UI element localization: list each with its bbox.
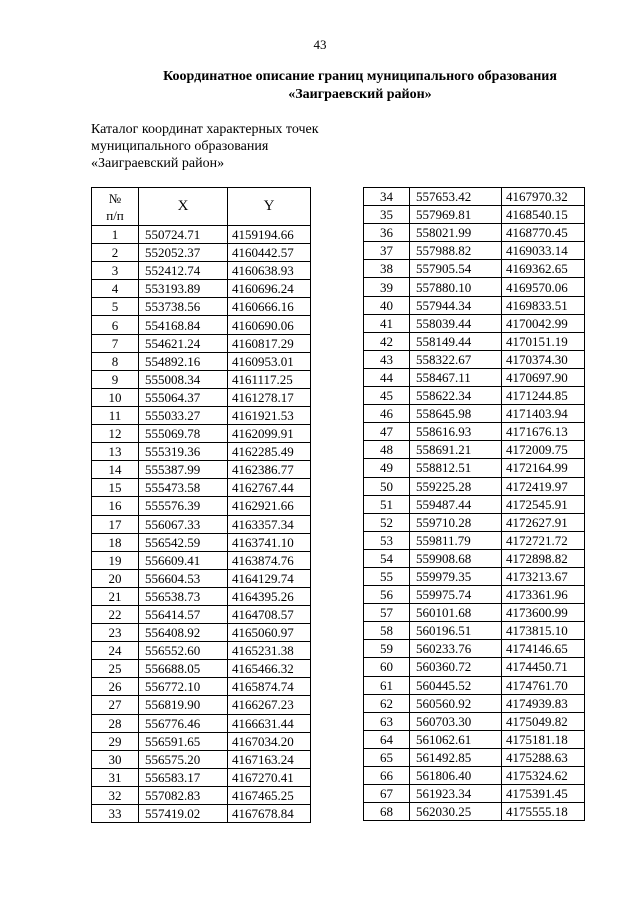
x-coordinate: 558467.11	[410, 368, 502, 386]
table-row	[364, 441, 585, 459]
y-coordinate: 4161278.17	[228, 388, 311, 406]
x-coordinate: 558691.21	[410, 441, 502, 459]
y-coordinate: 4161117.25	[228, 370, 311, 388]
x-coordinate: 556772.10	[139, 678, 228, 696]
table-row	[92, 497, 311, 515]
point-number: 20	[92, 569, 139, 587]
table-row	[92, 660, 311, 678]
x-coordinate: 559811.79	[410, 531, 502, 549]
y-coordinate: 4160690.06	[228, 316, 311, 334]
x-coordinate: 557082.83	[139, 786, 228, 804]
table-row	[92, 298, 311, 316]
y-coordinate: 4170042.99	[502, 314, 585, 332]
point-number: 29	[92, 732, 139, 750]
y-coordinate: 4169033.14	[502, 242, 585, 260]
x-coordinate: 553738.56	[139, 298, 228, 316]
x-coordinate: 561492.85	[410, 748, 502, 766]
table-row	[364, 350, 585, 368]
y-coordinate: 4168540.15	[502, 206, 585, 224]
header-y: Y	[228, 188, 311, 226]
x-coordinate: 556408.92	[139, 624, 228, 642]
table-row	[92, 750, 311, 768]
point-number: 23	[92, 624, 139, 642]
table-row	[364, 567, 585, 585]
x-coordinate: 560196.51	[410, 622, 502, 640]
y-coordinate: 4160666.16	[228, 298, 311, 316]
y-coordinate: 4170374.30	[502, 350, 585, 368]
x-coordinate: 555069.78	[139, 425, 228, 443]
y-coordinate: 4169570.06	[502, 278, 585, 296]
y-coordinate: 4173361.96	[502, 586, 585, 604]
table-row	[364, 477, 585, 495]
y-coordinate: 4165060.97	[228, 624, 311, 642]
table-row	[92, 624, 311, 642]
x-coordinate: 557905.54	[410, 260, 502, 278]
table-row	[364, 314, 585, 332]
x-coordinate: 556776.46	[139, 714, 228, 732]
title-line-2: «Заиграевский район»	[288, 87, 432, 102]
x-coordinate: 560233.76	[410, 640, 502, 658]
table-row	[364, 676, 585, 694]
x-coordinate: 559979.35	[410, 567, 502, 585]
x-coordinate: 557944.34	[410, 296, 502, 314]
table-row	[364, 640, 585, 658]
table-row	[364, 549, 585, 567]
point-number: 8	[92, 352, 139, 370]
y-coordinate: 4171244.85	[502, 387, 585, 405]
x-coordinate: 555473.58	[139, 479, 228, 497]
point-number: 34	[364, 188, 410, 206]
table-row	[92, 533, 311, 551]
x-coordinate: 558812.51	[410, 459, 502, 477]
point-number: 66	[364, 767, 410, 785]
x-coordinate: 560360.72	[410, 658, 502, 676]
table-row	[364, 658, 585, 676]
y-coordinate: 4167465.25	[228, 786, 311, 804]
point-number: 36	[364, 224, 410, 242]
y-coordinate: 4160696.24	[228, 280, 311, 298]
x-coordinate: 556604.53	[139, 569, 228, 587]
point-number: 28	[92, 714, 139, 732]
y-coordinate: 4163741.10	[228, 533, 311, 551]
y-coordinate: 4173213.67	[502, 567, 585, 585]
y-coordinate: 4162285.49	[228, 443, 311, 461]
y-coordinate: 4167270.41	[228, 768, 311, 786]
table-row	[92, 569, 311, 587]
x-coordinate: 557419.02	[139, 805, 228, 823]
point-number: 42	[364, 332, 410, 350]
table-row	[92, 696, 311, 714]
point-number: 33	[92, 805, 139, 823]
x-coordinate: 558039.44	[410, 314, 502, 332]
x-coordinate: 561062.61	[410, 730, 502, 748]
table-row	[92, 280, 311, 298]
x-coordinate: 560703.30	[410, 712, 502, 730]
table-row	[364, 513, 585, 531]
y-coordinate: 4166267.23	[228, 696, 311, 714]
point-number: 60	[364, 658, 410, 676]
table-row	[364, 712, 585, 730]
point-number: 50	[364, 477, 410, 495]
point-number: 12	[92, 425, 139, 443]
table-row	[92, 786, 311, 804]
y-coordinate: 4172627.91	[502, 513, 585, 531]
y-coordinate: 4170151.19	[502, 332, 585, 350]
table-row	[364, 694, 585, 712]
x-coordinate: 558622.34	[410, 387, 502, 405]
y-coordinate: 4167678.84	[228, 805, 311, 823]
y-coordinate: 4170697.90	[502, 368, 585, 386]
table-row	[364, 785, 585, 803]
catalog-line-3: «Заиграевский район»	[91, 156, 225, 171]
point-number: 44	[364, 368, 410, 386]
table-row	[364, 368, 585, 386]
x-coordinate: 558021.99	[410, 224, 502, 242]
point-number: 39	[364, 278, 410, 296]
y-coordinate: 4175181.18	[502, 730, 585, 748]
y-coordinate: 4165466.32	[228, 660, 311, 678]
table-row	[364, 224, 585, 242]
x-coordinate: 554621.24	[139, 334, 228, 352]
point-number: 25	[92, 660, 139, 678]
page-number: 43	[313, 37, 327, 52]
point-number: 22	[92, 605, 139, 623]
point-number: 1	[92, 226, 139, 244]
table-row	[364, 278, 585, 296]
y-coordinate: 4175324.62	[502, 767, 585, 785]
table-row	[364, 423, 585, 441]
point-number: 2	[92, 244, 139, 262]
point-number: 15	[92, 479, 139, 497]
table-row	[364, 332, 585, 350]
title-line-1: Координатное описание границ муниципального образования	[163, 69, 557, 84]
point-number: 40	[364, 296, 410, 314]
x-coordinate: 557880.10	[410, 278, 502, 296]
point-number: 37	[364, 242, 410, 260]
table-row	[92, 334, 311, 352]
point-number: 47	[364, 423, 410, 441]
point-number: 63	[364, 712, 410, 730]
table-row	[92, 388, 311, 406]
y-coordinate: 4175391.45	[502, 785, 585, 803]
table-body-right	[364, 188, 585, 821]
y-coordinate: 4174146.65	[502, 640, 585, 658]
header-x: X	[139, 188, 228, 226]
y-coordinate: 4174939.83	[502, 694, 585, 712]
point-number: 55	[364, 567, 410, 585]
x-coordinate: 555064.37	[139, 388, 228, 406]
point-number: 19	[92, 551, 139, 569]
x-coordinate: 558322.67	[410, 350, 502, 368]
point-number: 14	[92, 461, 139, 479]
header-number-abbrev: п/п	[106, 207, 124, 223]
table-row	[364, 586, 585, 604]
y-coordinate: 4167034.20	[228, 732, 311, 750]
y-coordinate: 4161921.53	[228, 406, 311, 424]
y-coordinate: 4172721.72	[502, 531, 585, 549]
y-coordinate: 4162921.66	[228, 497, 311, 515]
point-number: 11	[92, 406, 139, 424]
point-number: 57	[364, 604, 410, 622]
table-row	[92, 370, 311, 388]
y-coordinate: 4172164.99	[502, 459, 585, 477]
point-number: 65	[364, 748, 410, 766]
table-row	[364, 405, 585, 423]
point-number: 45	[364, 387, 410, 405]
y-coordinate: 4169362.65	[502, 260, 585, 278]
table-row	[92, 714, 311, 732]
point-number: 32	[92, 786, 139, 804]
y-coordinate: 4163357.34	[228, 515, 311, 533]
y-coordinate: 4172419.97	[502, 477, 585, 495]
point-number: 5	[92, 298, 139, 316]
point-number: 24	[92, 642, 139, 660]
table-row	[364, 242, 585, 260]
x-coordinate: 558149.44	[410, 332, 502, 350]
x-coordinate: 559908.68	[410, 549, 502, 567]
x-coordinate: 559487.44	[410, 495, 502, 513]
point-number: 58	[364, 622, 410, 640]
table-row	[92, 226, 311, 244]
table-row	[92, 425, 311, 443]
y-coordinate: 4160442.57	[228, 244, 311, 262]
x-coordinate: 561806.40	[410, 767, 502, 785]
point-number: 27	[92, 696, 139, 714]
x-coordinate: 560560.92	[410, 694, 502, 712]
header-number	[92, 188, 139, 226]
table-row	[364, 748, 585, 766]
point-number: 18	[92, 533, 139, 551]
table-row	[364, 387, 585, 405]
x-coordinate: 556819.90	[139, 696, 228, 714]
x-coordinate: 556538.73	[139, 587, 228, 605]
x-coordinate: 562030.25	[410, 803, 502, 821]
x-coordinate: 556067.33	[139, 515, 228, 533]
point-number: 53	[364, 531, 410, 549]
table-row	[92, 352, 311, 370]
table-row	[364, 604, 585, 622]
y-coordinate: 4164395.26	[228, 587, 311, 605]
y-coordinate: 4160817.29	[228, 334, 311, 352]
x-coordinate: 556414.57	[139, 605, 228, 623]
y-coordinate: 4166631.44	[228, 714, 311, 732]
x-coordinate: 554892.16	[139, 352, 228, 370]
x-coordinate: 555576.39	[139, 497, 228, 515]
x-coordinate: 558645.98	[410, 405, 502, 423]
y-coordinate: 4174761.70	[502, 676, 585, 694]
x-coordinate: 556688.05	[139, 660, 228, 678]
y-coordinate: 4159194.66	[228, 226, 311, 244]
point-number: 68	[364, 803, 410, 821]
table-row	[364, 730, 585, 748]
x-coordinate: 558616.93	[410, 423, 502, 441]
page-title	[120, 68, 600, 104]
point-number: 62	[364, 694, 410, 712]
x-coordinate: 552052.37	[139, 244, 228, 262]
point-number: 35	[364, 206, 410, 224]
y-coordinate: 4163874.76	[228, 551, 311, 569]
point-number: 30	[92, 750, 139, 768]
x-coordinate: 550724.71	[139, 226, 228, 244]
table-row	[364, 767, 585, 785]
point-number: 67	[364, 785, 410, 803]
header-number-symbol: №	[108, 190, 122, 206]
y-coordinate: 4173600.99	[502, 604, 585, 622]
x-coordinate: 554168.84	[139, 316, 228, 334]
x-coordinate: 555319.36	[139, 443, 228, 461]
table-row	[364, 260, 585, 278]
y-coordinate: 4171403.94	[502, 405, 585, 423]
y-coordinate: 4162386.77	[228, 461, 311, 479]
table-row	[92, 406, 311, 424]
table-row	[92, 605, 311, 623]
y-coordinate: 4172545.91	[502, 495, 585, 513]
x-coordinate: 557653.42	[410, 188, 502, 206]
x-coordinate: 556552.60	[139, 642, 228, 660]
x-coordinate: 556591.65	[139, 732, 228, 750]
y-coordinate: 4175049.82	[502, 712, 585, 730]
y-coordinate: 4165231.38	[228, 642, 311, 660]
table-row	[92, 443, 311, 461]
x-coordinate: 552412.74	[139, 262, 228, 280]
point-number: 61	[364, 676, 410, 694]
table-row	[92, 316, 311, 334]
point-number: 9	[92, 370, 139, 388]
point-number: 4	[92, 280, 139, 298]
table-row	[364, 206, 585, 224]
y-coordinate: 4167970.32	[502, 188, 585, 206]
x-coordinate: 556542.59	[139, 533, 228, 551]
y-coordinate: 4171676.13	[502, 423, 585, 441]
x-coordinate: 560445.52	[410, 676, 502, 694]
table-body-left	[92, 226, 311, 823]
y-coordinate: 4168770.45	[502, 224, 585, 242]
table-row	[364, 188, 585, 206]
point-number: 48	[364, 441, 410, 459]
y-coordinate: 4175555.18	[502, 803, 585, 821]
x-coordinate: 559710.28	[410, 513, 502, 531]
table-row	[92, 244, 311, 262]
point-number: 52	[364, 513, 410, 531]
y-coordinate: 4162767.44	[228, 479, 311, 497]
x-coordinate: 561923.34	[410, 785, 502, 803]
point-number: 6	[92, 316, 139, 334]
coordinates-table-left	[91, 187, 311, 823]
x-coordinate: 556609.41	[139, 551, 228, 569]
table-row	[92, 461, 311, 479]
x-coordinate: 556583.17	[139, 768, 228, 786]
coordinates-table-right	[363, 187, 585, 821]
x-coordinate: 559975.74	[410, 586, 502, 604]
table-row	[364, 803, 585, 821]
table-row	[92, 768, 311, 786]
table-row	[364, 459, 585, 477]
y-coordinate: 4172009.75	[502, 441, 585, 459]
y-coordinate: 4173815.10	[502, 622, 585, 640]
x-coordinate: 559225.28	[410, 477, 502, 495]
x-coordinate: 556575.20	[139, 750, 228, 768]
table-row	[92, 587, 311, 605]
catalog-line-1: Каталог координат характерных точек	[91, 122, 319, 137]
y-coordinate: 4169833.51	[502, 296, 585, 314]
y-coordinate: 4172898.82	[502, 549, 585, 567]
point-number: 64	[364, 730, 410, 748]
y-coordinate: 4165874.74	[228, 678, 311, 696]
x-coordinate: 555033.27	[139, 406, 228, 424]
table-row	[92, 262, 311, 280]
table-row	[92, 515, 311, 533]
point-number: 13	[92, 443, 139, 461]
table-row	[364, 622, 585, 640]
point-number: 51	[364, 495, 410, 513]
catalog-line-2: муниципального образования	[91, 139, 269, 154]
table-header-row	[92, 188, 311, 226]
point-number: 59	[364, 640, 410, 658]
table-row	[364, 296, 585, 314]
table-row	[92, 805, 311, 823]
point-number: 41	[364, 314, 410, 332]
y-coordinate: 4160638.93	[228, 262, 311, 280]
table-row	[364, 495, 585, 513]
x-coordinate: 560101.68	[410, 604, 502, 622]
point-number: 31	[92, 768, 139, 786]
point-number: 46	[364, 405, 410, 423]
point-number: 56	[364, 586, 410, 604]
point-number: 21	[92, 587, 139, 605]
point-number: 7	[92, 334, 139, 352]
y-coordinate: 4164708.57	[228, 605, 311, 623]
point-number: 26	[92, 678, 139, 696]
x-coordinate: 553193.89	[139, 280, 228, 298]
point-number: 38	[364, 260, 410, 278]
table-row	[92, 479, 311, 497]
x-coordinate: 555387.99	[139, 461, 228, 479]
point-number: 43	[364, 350, 410, 368]
point-number: 3	[92, 262, 139, 280]
point-number: 54	[364, 549, 410, 567]
x-coordinate: 555008.34	[139, 370, 228, 388]
table-row	[92, 678, 311, 696]
point-number: 17	[92, 515, 139, 533]
y-coordinate: 4160953.01	[228, 352, 311, 370]
y-coordinate: 4164129.74	[228, 569, 311, 587]
table-row	[92, 732, 311, 750]
x-coordinate: 557969.81	[410, 206, 502, 224]
point-number: 16	[92, 497, 139, 515]
y-coordinate: 4174450.71	[502, 658, 585, 676]
table-row	[364, 531, 585, 549]
table-row	[92, 551, 311, 569]
point-number: 10	[92, 388, 139, 406]
y-coordinate: 4167163.24	[228, 750, 311, 768]
y-coordinate: 4175288.63	[502, 748, 585, 766]
point-number: 49	[364, 459, 410, 477]
x-coordinate: 557988.82	[410, 242, 502, 260]
catalog-caption	[91, 121, 319, 172]
y-coordinate: 4162099.91	[228, 425, 311, 443]
table-row	[92, 642, 311, 660]
